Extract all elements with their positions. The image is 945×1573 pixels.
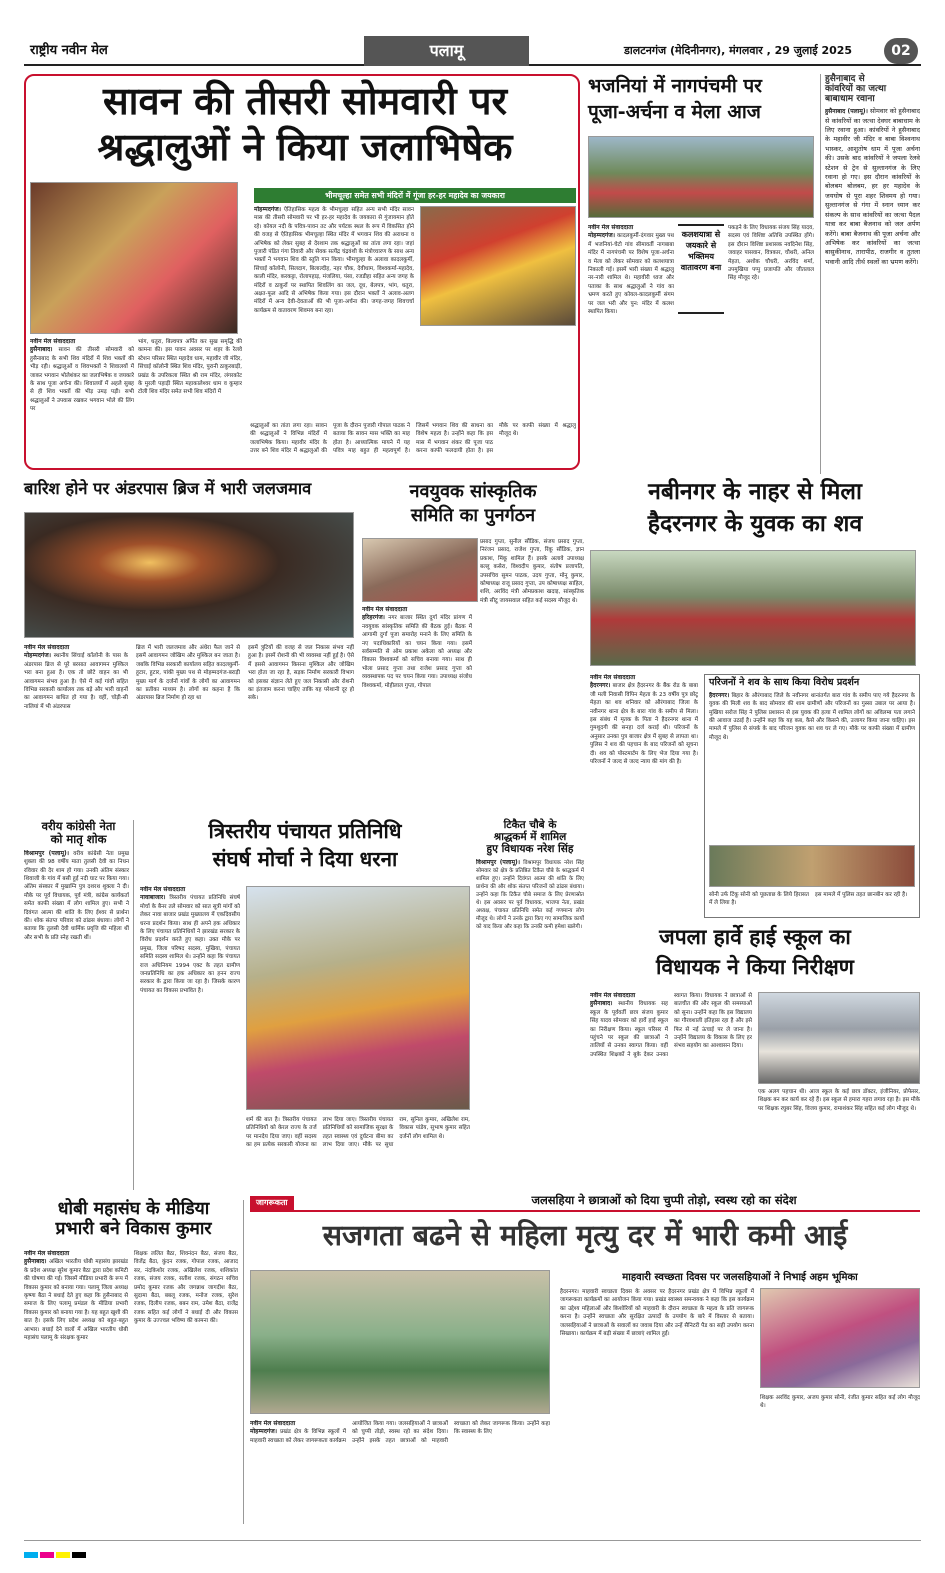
condolence-headline-2: को मातृ शोक <box>50 831 107 846</box>
panchayat-text <box>140 886 240 1112</box>
kanwar-headline-2: कांवरियों का जत्था <box>825 84 887 95</box>
nagpanchami-story <box>588 74 814 474</box>
nagpanchami-text-1 <box>588 224 674 472</box>
underpass-headline: बारिश होने पर अंडरपास ब्रिज में भारी जलजमाव <box>24 479 312 498</box>
panchayat-photo <box>246 886 470 1110</box>
lead-photo-left <box>30 182 238 334</box>
panchayat-dateline: नावाबाजार। <box>140 894 166 902</box>
health-kicker: जलसहिया ने छात्राओं को दिया चुप्पी तोड़ो, स्वस्थ रहो का संदेश <box>531 1193 797 1207</box>
underpass-photo <box>24 512 354 638</box>
kanwar-story <box>820 74 920 474</box>
panchayat-story <box>140 820 470 1190</box>
school-headline-2: विधायक ने किया निरीक्षण <box>656 955 854 979</box>
school-story <box>590 926 920 1190</box>
health-text-1-content: प्रखंड क्षेत्र के विभिन्न स्कूलों में माहवारी स्वच्छता को लेकर जागरूकता कार्यक्रम आयोजित किया गया। जलसहियाओं ने छात्राओं को चुप्पी तोड़ो, स्वस्थ रहो का संदेश दिया। उन्होंने इसके तहत छात्राओं को माहवारी स्वच्छता को लेकर जागरूक किया। उन्होंने कहा कि स्वास्थ्य के लिए <box>250 1421 550 1444</box>
lead-dateline-2: मोहम्मदगंज। <box>254 206 282 213</box>
nabinagar-story <box>590 480 920 920</box>
nabinagar-text-content: बाजार क्षेत्र हैदरनगर के बैंक रोड के बाबा जी मली निवासी विपिन मेहता के 23 वर्षीय पुत्र छोटू मेहता का शव शनिवार को औरंगाबाद जिला के नवीनगर थाना क्षेत्र के बारा गांव के समीप से मिला। इस संबंध में मृतक के पिता ने हैदरनगर थाना में गुमशुदगी की सनहा दर्ज कराई थी। परिजनों के अनुसार उनका पुत्र बाजार क्षेत्र में सुबह से लापता था। पुलिस ने शव की पहचान के बाद परिजनों को सूचना दी। शव को पोस्टमार्टम के लिए भेज दिया गया है। परिजनों ने जल्द से जल्द न्याय की मांग की है। <box>590 683 698 766</box>
masthead <box>24 36 921 66</box>
tiket-story <box>476 820 584 1190</box>
protest-box <box>704 674 920 918</box>
cmyk-magenta-swatch <box>40 1552 54 1558</box>
condolence-story <box>24 820 134 1190</box>
navyuvak-byline: नवीन मेल संवाददाता <box>362 606 408 613</box>
nabinagar-text <box>590 674 698 918</box>
dhobi-headline-2: प्रभारी बने विकास कुमार <box>55 1218 212 1239</box>
tiket-dateline: विश्रामपुर (पलामू)। <box>476 859 521 867</box>
nagpanchami-dateline: मोहम्मदगंज। <box>588 232 616 240</box>
health-text-2: हैदरनगर। माहवारी स्वच्छता दिवस के अवसर पर हैदरनगर प्रखंड क्षेत्र में विभिन्न स्कूलों में जागरूकता कार्यक्रमों का आयोजन किया गया। प्रखंड स्वास्थ्य समन्वयक ने कहा कि इस कार्यक्रम का उद्देश्य महिलाओं और किशोरियों को माहवारी के दौरान स्वच्छता के महत्व के प्रति जागरूक करना है। उन्होंने स्वच्छता और सुरक्षित उत्पादों के उपयोग के बारे में विस्तार से बताया। जलसहियाओं ने छात्राओं के सवालों का जवाब दिया और उन्हें सैनिटरी पैड का सही उपयोग करना सिखाया। कार्यक्रम में बड़ी संख्या में छात्राएं शामिल हुईं। <box>560 1289 754 1338</box>
dhobi-text <box>24 1250 128 1522</box>
navyuvak-text-1-content: नगर बाजार स्थित दुर्गा मंदिर प्रांगण में नवयुवक सांस्कृतिक समिति की बैठक हुई। बैठक में आगामी दुर्गा पूजा समारोह मनाने के लिए समिति के नए पदाधिकारियों का चयन किया गया। इसमें सर्वसम्मति से ओम प्रकाश अकेला को अध्यक्ष और विकास विश्वकर्मा को सचिव बनाया गया। साथ ही भोला प्रसाद गुप्ता तथा राजेश प्रसाद गुप्ता को व्यवस्थापक पद पर चयन किया गया। उपाध्यक्ष संजोध विश्वकर्मा, मोहीलाल गुप्ता, गोपाल <box>362 615 472 689</box>
health-story <box>250 1194 920 1524</box>
section-name: पलामू <box>364 36 529 66</box>
cmyk-black-swatch <box>72 1552 86 1558</box>
underpass-story <box>24 480 354 810</box>
nabinagar-photo <box>590 550 916 666</box>
protest-dateline: हैदरनगर। <box>709 691 730 699</box>
health-tag: जागरूकता <box>250 1196 294 1210</box>
cmyk-yellow-swatch <box>56 1552 70 1558</box>
panchayat-byline: नवीन मेल संवाददाता <box>140 886 186 893</box>
lead-text-3 <box>254 206 414 420</box>
dhobi-byline: नवीन मेल संवाददाता <box>24 1250 70 1257</box>
health-photo-right <box>760 1288 920 1388</box>
underpass-dateline: मोहम्मदगंज। <box>24 652 52 660</box>
navyuvak-headline-2: समिति का पुनर्गठन <box>410 505 536 526</box>
nagpanchami-headline-2: पूजा-अर्चना व मेला आज <box>588 101 761 123</box>
school-dateline: हुसैनाबाद। <box>590 1000 613 1008</box>
lead-photo-right <box>420 206 576 326</box>
lead-dateline-1: हुसैनाबाद। <box>30 346 53 354</box>
nabinagar-byline: नवीन मेल संवाददाता <box>590 674 636 681</box>
underpass-byline: नवीन मेल संवाददाता <box>24 644 70 651</box>
nabinagar-headline-2: हैदरनगर के युवक का शव <box>647 511 863 537</box>
underpass-text-1-content: स्थानीय सिंचाई कॉलोनी के पास के अंडरपास ब्रिज से पूरे बरसात आवागमन मुश्किल भरा बना हुआ है। एक तो छोटे वाहन का भी आवागमन संभव हुआ है। ऐसे में कई गांवों सहित विभिन्न सरकारी कार्यालय तक बड़े और भारी वाहनों का आवागमन बाधित हो गया है। वहीं, चोड़ी-सी नालियां में भी अंडरपास <box>24 653 128 710</box>
nagpanchami-text-2: पकड़ने के लिए विधायक संजय सिंह यादव, सदस्य एवं विशिष्ट अतिथि उपस्थित होंगे। इस दौरान विशिष्ट प्रशासक नवदिनेश सिंह, जवाहर पासवान, वित्रकार, चौथरी, अनिल मेहता, अशोक चौधरी, अरविंद शर्मा, उपमुखिया पप्पु प्रजापति और जीतलाल सिंह मौजूद रहे। <box>728 225 814 282</box>
school-headline-1: जपला हार्वे हाई स्कूल का <box>659 925 851 949</box>
lead-headline-2: श्रद्धालुओं ने किया जलाभिषेक <box>97 125 513 169</box>
tiket-text-content: विश्रामपुर विधायक नरेश सिंह सोमवार को क्षेत्र के प्रतिष्ठित टिकैत चौबे के श्राद्धकर्म में शामिल हुए। उन्होंने दिवंगत आत्मा की शांति के लिए प्रार्थना की और शोक संतप्त परिजनों को ढांढस बंधाया। उन्होंने कहा कि टिकैत चौबे समाज के लिए प्रेरणास्रोत थे। इस अवसर पर पूर्व विधायक, भाजपा नेता, प्रखंड अध्यक्ष, पंचायत प्रतिनिधि समेत कई गणमान्य लोग मौजूद थे। लोगों ने उनके द्वारा किए गए सामाजिक कार्यों को याद किया और कहा कि उनकी कमी हमेशा खलेगी। <box>476 860 584 931</box>
masthead-date: डालटनगंज (मेदिनीनगर), मंगलवार , 29 जुलाई 2025 <box>624 44 853 57</box>
school-text-content: स्थानीय विधायक सह स्कूल के पूर्ववर्ती छात्र संजय कुमार सिंह यादव सोमवार को हार्वे हाई स्कूल का निरीक्षण किया। स्कूल परिसर में पहुंचने पर स्कूल की छात्राओं ने तालियों से उनका स्वागत किया। वहीं उपस्थित शिक्षकों ने बुके देकर उनका स्वागत किया। विधायक ने छात्राओं से बातचीत की और स्कूल की समस्याओं को सुना। उन्होंने कहा कि इस विद्यालय का गौरवशाली इतिहास रहा है और इसे फिर से नई ऊंचाई पर ले जाना है। उन्होंने विद्यालय के विकास के लिए हर संभव सहयोग का आश्वासन दिया। <box>590 993 752 1058</box>
navyuvak-story <box>362 480 584 810</box>
panchayat-text-2: शर्म की बात है। त्रिस्तरीय पंचायत प्रतिनिधियों को केरल राज्य के तर्ज पर मानदेय दिया जाए। वहीं सदस्य का हम प्रत्येक सरकारी योजना का लाभ दिया जाए। त्रिस्तरीय पंचायत प्रतिनिधियों को सामाजिक सुरक्षा के तहत स्वास्थ्य एवं दुर्घटना बीमा का लाभ दिया जाए। मौके पर सुधा राम, सुनिल कुमार, अखिलेश राम, विकास पांडेय, सुभाष कुमार सहित दर्जनों लोग शामिल थे। <box>246 1117 470 1149</box>
kanwar-dateline: हुसैनाबाद (पलामू)। <box>825 108 868 116</box>
lead-text-2: भांग, धतूरा, बिल्वपत्र अर्पित कर सुख समृद्धि की कामना की। इस पावन अवसर पर शहर के रेलवे स्टेशन परिसर स्थित महादेव धाम, महावीर जी मंदिर, सिंचाई कॉलोनी स्थित शिव मंदिर, पुरानी ठाकुरबाड़ी, प्रखंड के उपरिकला स्थित श्री राम मंदिर, लंगरकोट के मुरली पहाड़ी स्थित महाकालेश्वर धाम व कुम्हार टोली शिव मंदिर समेत सभी शिव मंदिरों में <box>138 339 242 396</box>
health-subhead: माहवारी स्वच्छता दिवस पर जलसहियाओं ने निभाई अहम भूमिका <box>622 1272 858 1283</box>
nagpanchami-photo <box>588 136 814 218</box>
health-headline: सजगता बढने से महिला मृत्यु दर में भारी कमी आई <box>322 1219 848 1252</box>
kanwar-text <box>825 107 920 447</box>
nagpanchami-text-1-content: कादलकुर्मी-दंगवार मुख्य पथ में भजनियां-चेटो गांव सीमावर्ती नागबाबा मंदिर में नागपंचमी पर विशेष पूजा-अर्चना व मेला को लेकर सोमवार को कलशयात्रा निकाली गई। इसमें भारी संख्या में श्रद्धालु नर-नारी शामिल थे। महावीरी ध्वज और पताका के साथ श्रद्धालुओं ने गांव का भ्रमण करते हुए कोयल-कादलकुर्मी संगम पर जल भरी और पुन: मंदिर में कलश स्थापित किया। <box>588 233 674 316</box>
school-byline: नवीन मेल संवाददाता <box>590 992 636 999</box>
protest-text <box>709 692 915 842</box>
school-text <box>590 992 752 1188</box>
navyuvak-text-1 <box>362 606 472 808</box>
nabinagar-dateline: हैदरनगर। <box>590 682 611 690</box>
underpass-text-3: इसमें त्रुटियों की वजह से जल निकास संभव नहीं हुआ है। इसमें रोशनी की भी व्यवस्था नहीं हुई है। ऐसे में इससे आवागमन किसना मुश्किल और जोखिम भरा होता जा रहा है, सड़क निर्माण सरकारी विभाग को इसका संज्ञान लेते हुए जल निकासी और रोशनी का इंतजाम करना चाहिए ताकि यह परेशानी दूर हो सके। <box>248 645 354 702</box>
tiket-headline-2: श्राद्धकर्म में शामिल <box>493 830 567 843</box>
lead-story <box>24 74 580 470</box>
tiket-text <box>476 859 584 1169</box>
navyuvak-photo <box>362 538 478 602</box>
school-text-2: एक अलग पहचान थी। आज स्कूल के कई छात्र डॉक्टर, इंजीनियर, प्रोफेसर, शिक्षक बन कर कार्य कर रहे हैं। इस स्कूल से हमारा गहरा लगाव रहा है। इस मौके पर शिक्षक रघुबर सिंह, विजय कुमार, रामाशंकर सिंह सहित कई लोग मौजूद थे। <box>758 1089 920 1112</box>
navyuvak-dateline: हरिहरगंज। <box>362 614 385 622</box>
dhobi-story <box>24 1200 244 1524</box>
lead-text-4: श्रद्धालुओं का तांता लगा रहा। सावन की श्रद्धालुओं ने विभिन्न मंदिरों में जलाभिषेक किया। महावीर मंदिर के उत्तर बने शिव मंदिर में श्रद्धालुओं की पूजा के दौरान पुजारी गोपाल पाठक ने बताया कि सावन मास भक्ति का माह होता है। आध्यात्मिक मायने में यह पवित्र माह बहुत ही महत्वपूर्ण है। जिसमें भगवान शिव की साधना का विशेष महत्व है। उन्होंने कहा कि इस मास में भगवान शंकर की पूजा पाठ करना काफी फलदायी होता है। इस मौके पर काफी संख्या में श्रद्धालु मौजूद थे। <box>250 423 576 455</box>
kanwar-headline-3: बाबाधाम रवाना <box>825 94 875 105</box>
lead-text-1-content: सावन की तीसरी सोमवारी को हुसैनाबाद के सभी शिव मंदिरों में शिव भक्तों की भीड़ रही। श्रद्धालुओं व शिवभक्तों ने शिवालयों में जाकर भगवान भोलेशंकर का जलाभिषेक व जयकारे के साथ पूजा अर्चना की। शिवालयों में अहले सुबह से ही शिव भक्तों की भीड़ उमड़ पड़ी। सभी श्रद्धालुओं ने उपवास रखकर भगवान भोले की लिंग पर <box>30 347 134 413</box>
tiket-headline-3: हुए विधायक नरेश सिंह <box>486 842 574 855</box>
kanwar-text-content: सोमवार को हुसैनाबाद से कांवरियों का जत्था देवघर बाबाधाम के लिए रवाना हुआ। कांवरियों ने हुसैनाबाद के महावीर जी मंदिर व बाबा विश्वनाथ भास्कर, आशुतोष धाम में पूजा अर्चना की। उसके बाद कांवरियों ने जपला रेलवे स्टेशन से ट्रेन से सुल्तानगंज के लिए रवाना हो गए। इस दौरान कांवरियों के बोलबम बोलबम, हर हर महादेव के जयघोष से पूरा शहर शिवमय हो गया। सुल्तानगंज से गंगा में स्नान ध्यान कर संकल्प के साथ कांवरियों का जत्था पैदल यात्रा कर बाबा बैजनाथ को जल अर्पण करेंगे। बाबा बैजनाथ की पूजा अर्चना और अभिषेक कर कांवरियों का जत्था बासुकीनाथ, तारापीठ, राजगीर व तुतला भवानी आदि तीर्थ स्थलों का भ्रमण करेंगे। <box>825 107 920 266</box>
protest-photo <box>709 845 915 887</box>
tiket-headline-1: टिकैत चौबे के <box>503 819 557 831</box>
nagpanchami-pull-quote: कलशयात्रा से जयकारे से भक्तिमय वातावरण बना <box>678 224 724 314</box>
navyuvak-headline-1: नवयुवक सांस्कृतिक <box>409 481 537 502</box>
protest-text-content: बिहार के औरंगाबाद जिले के नवीनगर थानांतर्गत बारा गांव के समीप पाए गये हैदरनगर के युवक की मिली शव के बाद सोमवार की शाम ग्रामीणों और परिजनों का गुस्सा उबाल पर आया है। मुखिया सरोज सिंह ने पुलिस प्रशासन से इस युवक की हत्या में शामिल लोगों का अविलम्ब पता लगाने की आवाज उठाई है। उन्होंने कहा कि यह कब, कैसे और किसने की, उजागर किया जाना चाहिए। इस मामले में पुलिस से संपर्क के बाद परिजन युवक का शव घर ले गए। मौके पर काफी संख्या में ग्रामीण मौजूद थे। <box>709 692 915 741</box>
health-byline: नवीन मेल संवाददाता <box>250 1420 296 1427</box>
panchayat-headline-1: त्रिस्तरीय पंचायत प्रतिनिधि <box>208 819 402 843</box>
health-kicker-bar <box>250 1194 920 1212</box>
condolence-text <box>24 850 133 1180</box>
lead-text-3-content: ऐतिहासिक महत्व के भीमचूल्हा सहित अन्य सभी मंदिर सावन मास की तीसरी सोमवारी पर भी हर-हर महादेव के जयकारा से गूंजायमान होते रहे। कोयल नदी के पवित्र-पावन तट और पर्यटक स्थल के रूप में विकसित होने की वजह से ऐतिहासिक भीमचूल्हा स्थित मंदिर में भगवान शिव की अराधना व अभिषेक को लेकर सुबह से देरशाम तक श्रद्धालुओं का तांता लगा रहा। जहां पुजारी पंडित गंगा तिवारी और सेवक सत्येंद्र चंद्रवंशी के मंत्रोच्चारण के साथ अन्य भक्तों ने भगवान शिव की स्तुति गान किया। भीमचूल्हा के अलावा कादलकुर्मी, सिंचाई कॉलोनी, सिलदाग, बिलाल्दीह, नहर चौक, देवीधाम, विश्वकर्मा-महादेव, काली मंदिर, करकट्टा, रोलापहाड़, मंजलिया, पंसा, रजडीहा सहित अन्य जगह के मंदिरों व ठाकुरों पर स्थापित शिवलिंग का जल, दूध, बेलपत्र, भांग, धतूरा, अक्षत-फूल आदि से अभिषेक किया गया। इस दौरान भक्तों ने अलाव-अलग मंदिरों में अन्य देवी-देवताओं की भी पूजा-अर्चना की। जगह-जगह शिवचर्चा कार्यक्रम से वातावरण शिवमय बना रहा। <box>254 207 414 314</box>
cmyk-cyan-swatch <box>24 1552 38 1558</box>
lead-text-1 <box>30 338 134 468</box>
lead-headline-1: सावन की तीसरी सोमवारी पर <box>102 79 507 123</box>
nagpanchami-headline-1: भजनियां में नागपंचमी पर <box>588 75 762 97</box>
nabinagar-headline-1: नबीनगर के नाहर से मिला <box>648 479 862 505</box>
dhobi-text-content: अखिल भारतीय धोबी महासंघ झारखंड के प्रदेश अध्यक्ष सुरेश कुमार बैठा द्वारा प्रदेश कमिटी की घोषणा की गई। जिसमें मीडिया प्रभारी के रूप में विकास कुमार को बनाया गया। पलामू जिला अध्यक्ष कृष्णा बैठा ने बधाई देते हुए कहा कि हुसैनाबाद से समाज के लिए पलामू प्रमंडल के मीडिया प्रभारी विकास कुमार को बनाया गया है। यह बहुत खुशी की बात है। इसके लिए प्रदेश अध्यक्ष को बहुत-बहुत आभार। बधाई देने वालों में अखिल भारतीय धोबी महासंघ पलामू के संरक्षक कुमार <box>24 1259 128 1342</box>
page-number: 02 <box>884 38 918 64</box>
dhobi-headline-1: धोबी महासंघ के मीडिया <box>57 1199 210 1219</box>
protest-text-3: इस मामले में पुलिस तहत छानबीन कर रही है। <box>815 892 908 898</box>
underpass-text-1 <box>24 644 128 808</box>
health-text-3: शिक्षक अरविंद कुमार, अजय कुमार सोनी, रंजीत कुमार सहित कई लोग मौजूद थे। <box>760 1395 920 1410</box>
underpass-text-2: ब्रिज में भारी जलजमाव और अंधेरा फैल जाने से इसमें आवागमन जोखिम और मुश्किल बन जाता है। जबकि विभिन्न सरकारी कार्यालय सहित कादलकुर्मी-हूटार, हुटार, पांकी मुख्य पथ से मोहम्मदगंज-बराड़ी मुख्य मार्ग के दर्जनों गांवों के लोगों का आवागमन का प्रतीका माध्यम है। लोगों का कहना है कि अंडरपास ब्रिज निर्माण हो रहा था <box>136 645 240 702</box>
masthead-logo: राष्ट्रीय नवीन मेल <box>30 43 108 58</box>
condolence-headline-1: वरीय कांग्रेसी नेता <box>41 819 116 833</box>
condolence-text-content: वरीय कांग्रेसी नेता प्रमुख शुक्ला की 98 वर्षीय माता तुलसी देवी का निधन रविवार की देर शाम हो गया। उनकी अंतिम संस्कार शिवाजी के गांव में बसी हुई नदी घाट पर किया गया। अंतिम संस्कार में मुखाग्नि पुत्र दशरथ शुक्ला ने दी। मौके पर पूर्व विधायक, पूर्व मंत्री, कांग्रेस कार्यकर्ता समेत काफी संख्या में लोग शामिल हुए। सभी ने दिवंगत आत्मा की शांति के लिए ईश्वर से प्रार्थना की। शोक संतप्त परिवार को ढांढस बंधाया। लोगों ने बताया कि तुलसी देवी धार्मिक प्रवृत्ति की महिला थीं और सभी के प्रति स्नेह रखती थीं। <box>24 850 130 941</box>
lead-byline-1: नवीन मेल संवाददाता <box>30 338 76 345</box>
panchayat-text-content: त्रिस्तरीय पंचायत प्रतिनिधि संघर्ष मोर्चा के बैनर तले सोमवार को सात सूत्री मांगों को लेकर नावा बाजार प्रखंड मुख्यालय में एकदिवसीय धरना प्रदर्शन किया। साथ ही अपने हक अधिकार के लिए पंचायत प्रतिनिधियों ने झारखंड सरकार के विरोध प्रदर्शन करते हुए कहा। उक्त मौके पर प्रमुख, जिला परिषद सदस्य, मुखिया, पंचायत समिति सदस्य शामिल थे। उन्होंने कहा कि पंचायत राज अधिनियम 1994 एक्ट के तहत ग्रामीण जनप्रतिनिधि का हक अधिकार का हनन राज्य सरकार के द्वारा किया जा रहा है। जिसके कारण पंचायत का विकास प्रभावित है। <box>140 895 240 994</box>
health-dateline: मोहम्मदगंज। <box>250 1428 278 1436</box>
health-photo-left <box>250 1270 550 1414</box>
kanwar-headline-1: हुसैनाबाद से <box>825 74 865 84</box>
footer-color-bar <box>24 1540 921 1550</box>
lead-banner: भीमचूल्हा समेत सभी मंदिरों में गूंजा हर-हर महादेव का जयकारा <box>254 188 576 203</box>
protest-headline: परिजनों ने शव के साथ किया विरोध प्रदर्शन <box>709 677 860 688</box>
panchayat-headline-2: संघर्ष मोर्चा ने दिया धरना <box>212 847 398 871</box>
navyuvak-text-2: प्रसाद गुप्ता, सुनील सौंडिक, संजय प्रसाद गुप्ता, निरंजन प्रसाद, राजेश गुप्ता, रिंकू सौंडिक, ज्ञान प्रकाश, मिंकू शामिल हैं। इसके अलावे उपाध्यक्ष बल्लू कसेरा, विश्वदीप कुमार, संतोष प्रजापति, उपसचिव सुमन पाठक, उदय गुप्ता, मोनू कुमार, कोषाध्यक्ष राजू प्रसाद गुप्ता, उप कोषाध्यक्ष साहिल, शशि, अरविंद मंत्री ओमप्रकाश खदाइ, सांस्कृतिक मंत्री सीटू जायसवाल सहित कई सदस्य मौजूद थे। <box>480 539 584 604</box>
dhobi-dateline: हुसैनाबाद। <box>24 1258 47 1266</box>
health-text-1 <box>250 1420 550 1520</box>
school-photo <box>758 992 920 1084</box>
condolence-dateline: विश्रामपुर (पलामू)। <box>24 849 70 857</box>
protest-text-2: सोनी उर्फ टिंकू सोनी को पूछताछ के लिये हिरासत में ले लिया है। <box>709 892 809 907</box>
dhobi-text-2: शिक्षक ललित बैठा, शिवनंदन बैठा, संजय बैठा, विजेंद्र बैठा, कुंदन रजक, गोपाल रजक, आजाद सर, नंदकिशोर रजक, अखिलेश रजक, शशिकांत रजक, संजय रजक, सतीश रजक, संगठन सचिव प्रमोद कुमार रजक और जगन्नाथ जागदीश बैठा, सुदामा बैठा, बबलू रजक, मनोज रजक, सुरेश रजक, दिलीप रजक, बबन राम, उमेश बैठा, राजेंद्र रजक सहित कई लोगों ने बधाई दी और विकास कुमार के उज्ज्वल भविष्य की कामना की। <box>134 1251 238 1325</box>
nagpanchami-byline: नवीन मेल संवाददाता <box>588 224 634 231</box>
